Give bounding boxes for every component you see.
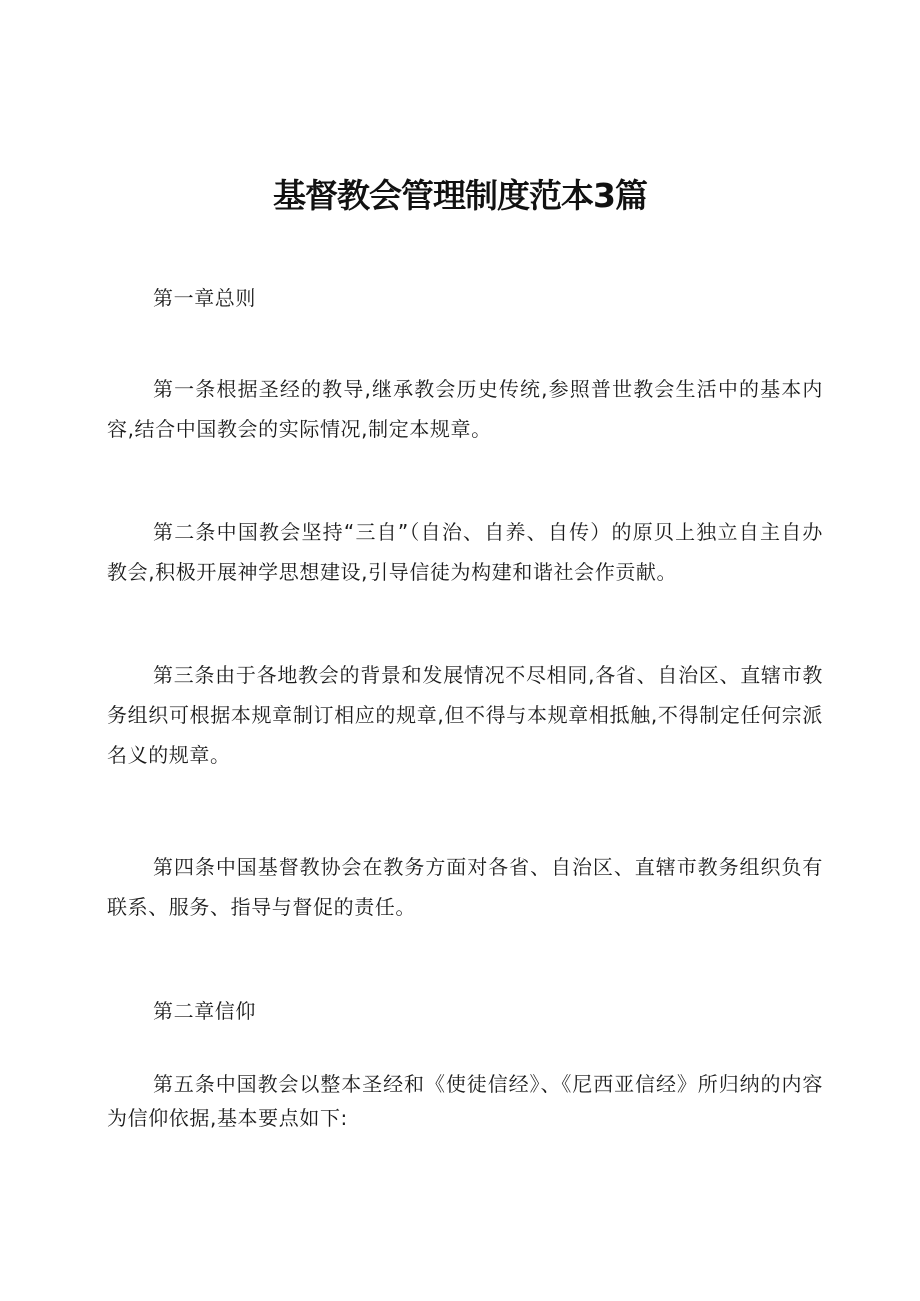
- chapter-heading: 第二章信仰: [153, 999, 256, 1023]
- chapter-2-heading: [107, 991, 823, 1031]
- document-title: 基督教会管理制度范本3篇: [273, 176, 647, 215]
- article-text: 第三条由于各地教会的背景和发展情况不尽相同,各省、自治区、直辖市教务组织可根据本规章制订相应的规章,但不得与本规章相抵触,不得制定任何宗派名义的规章。: [107, 663, 823, 767]
- article-1: [107, 369, 823, 449]
- chapter-1-heading: [107, 278, 823, 318]
- article-3: [107, 655, 823, 775]
- article-4: [107, 847, 823, 927]
- article-text: 第二条中国教会坚持“三自”（自治、自养、自传）的原贝上独立自主自办教会,积极开展神学思想建设,引导信徒为构建和谐社会作贡献。: [107, 520, 823, 584]
- article-5: [107, 1067, 823, 1135]
- article-text: 第一条根据圣经的教导,继承教会历史传统,参照普世教会生活中的基本内容,结合中国教会的实际情况,制定本规章。: [107, 377, 823, 441]
- article-text: 第五条中国教会以整本圣经和《使徒信经》、《尼西亚信经》所归纳的内容为信仰依据,基本要点如下:: [107, 1072, 823, 1130]
- article-2: [107, 512, 823, 592]
- chapter-heading: 第一章总则: [153, 286, 256, 310]
- article-text: 第四条中国基督教协会在教务方面对各省、自治区、直辖市教务组织负有联系、服务、指导与督促的责任。: [107, 855, 823, 919]
